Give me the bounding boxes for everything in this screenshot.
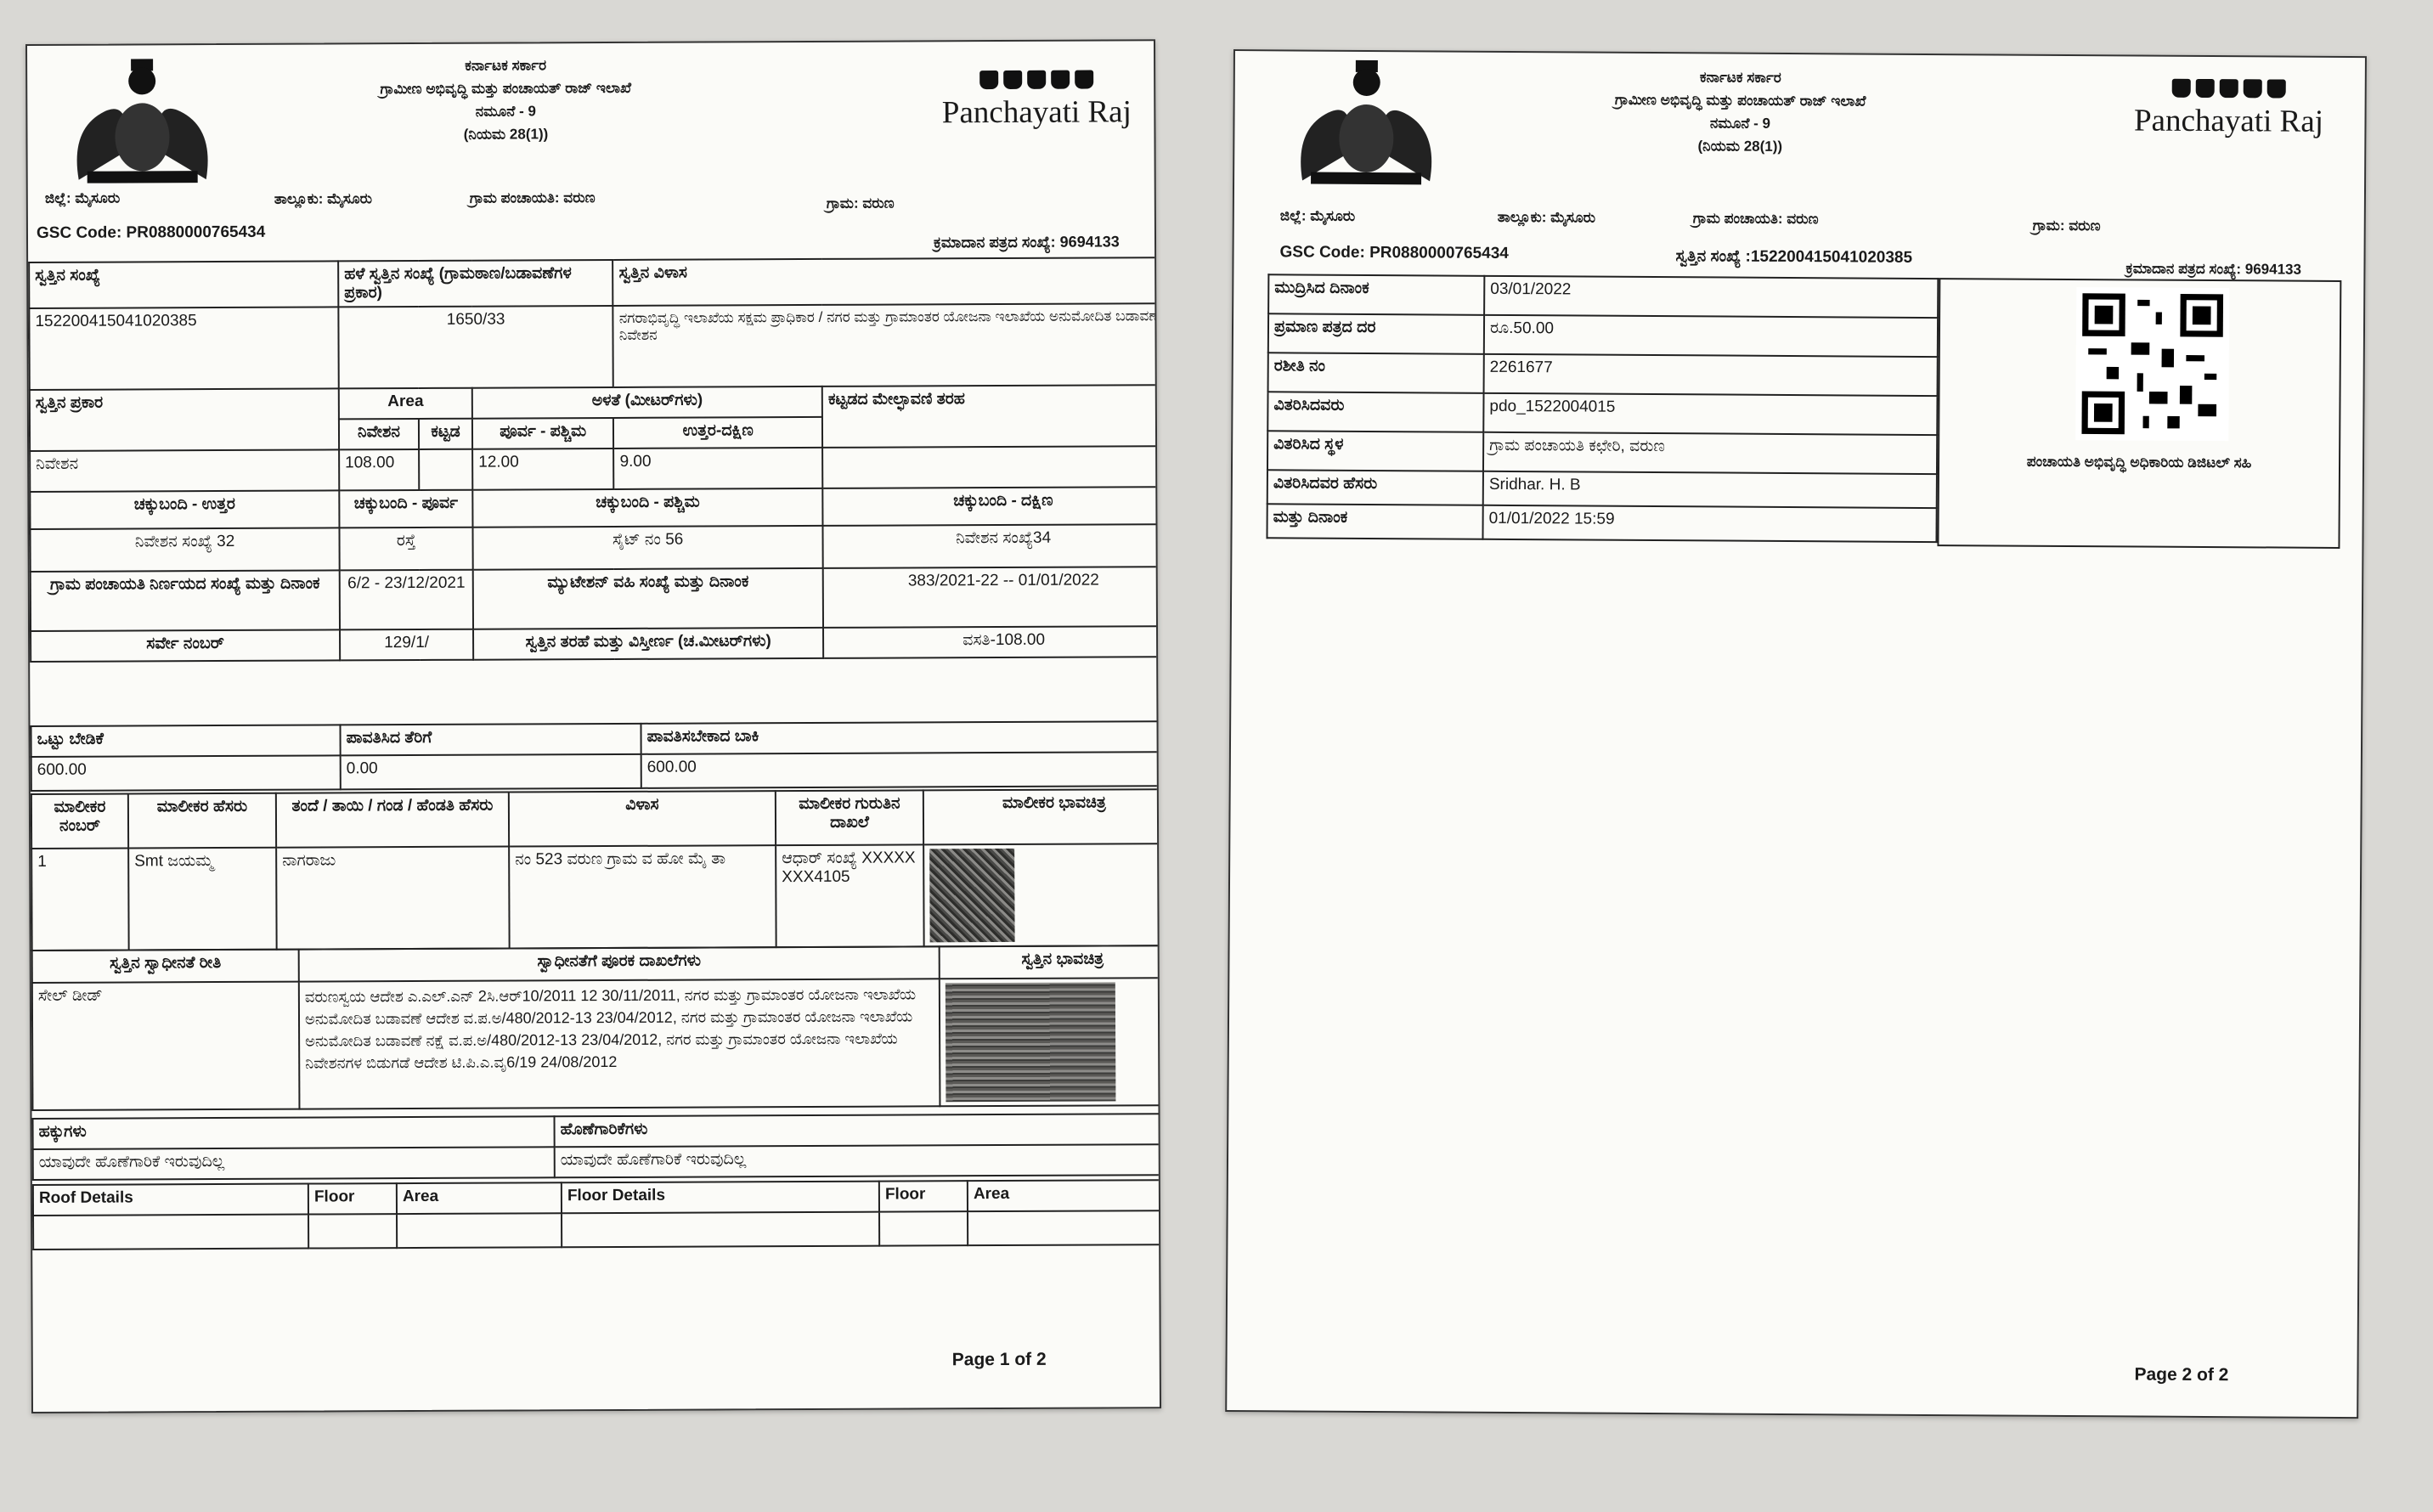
tax-area: ವಸತಿ-108.00 xyxy=(823,626,1161,658)
h-address: ಸ್ವತ್ತಿನ ವಿಳಾಸ xyxy=(613,257,1161,306)
build-type xyxy=(822,446,1161,488)
h-area-2: Area xyxy=(968,1180,1161,1211)
page-1-footer: Page 1 of 2 xyxy=(951,1349,1047,1370)
certificate-number: ಕ್ರಮಾದಾನ ಪತ್ರದ ಸಂಖ್ಯೆ: 9694133 xyxy=(933,233,1120,251)
h-old-no: ಹಳೆ ಸ್ವತ್ತಿನ ಸಂಖ್ಯೆ (ಗ್ರಾಮಠಾಣ/ಬಡಾವಣೆಗಳ ಪ್ರಕಾರ) xyxy=(338,260,613,307)
issuer-name: Sridhar. H. B xyxy=(1483,471,1937,508)
property-number-2: ಸ್ವತ್ತಿನ ಸಂಖ್ಯೆ :152200415041020385 xyxy=(1675,247,1913,267)
h-owner-name: ಮಾಲೀಕರ ಹೆಸರು xyxy=(128,793,276,849)
h-rights: ಹಕ್ಕುಗಳು xyxy=(33,1116,555,1149)
issue-place-label: ವಿತರಿಸಿದ ಸ್ಥಳ xyxy=(1267,431,1483,471)
logo-text: Panchayati Raj xyxy=(941,94,1132,131)
govt-title: ಕರ್ನಾಟಕ ಸರ್ಕಾರ xyxy=(465,57,547,74)
property-type: ನಿವೇಶನ xyxy=(30,449,339,492)
page-2 xyxy=(1225,49,2367,1419)
boundary-east: ರಸ್ತೆ xyxy=(339,528,472,571)
form-number: ನಮೂನೆ - 9 xyxy=(475,103,536,120)
area2-empty xyxy=(968,1210,1161,1245)
issuer: pdo_1522004015 xyxy=(1483,393,1937,435)
owner-id: ಆಧಾರ್ ಸಂಖ್ಯೆ XXXXXXXX4105 xyxy=(776,844,924,947)
boundary-west: ಸೈಟ್ ನಂ 56 xyxy=(473,526,823,570)
boundary-south: ನಿವೇಶನ ಸಂಖ್ಯೆ34 xyxy=(823,524,1161,568)
panchayati-raj-logo-icon xyxy=(934,65,1139,167)
ns-length: 9.00 xyxy=(613,448,822,489)
certificate-number-2: ಕ್ರಮಾದಾನ ಪತ್ರದ ಸಂಖ್ಯೆ: 9694133 xyxy=(2125,260,2302,278)
h-area: Area xyxy=(339,388,472,420)
issue-table xyxy=(1266,274,1939,543)
rights: ಯಾವುದೇ ಹೊಣೆಗಾರಿಕೆ ಇರುವುದಿಲ್ಲ xyxy=(33,1147,555,1180)
roof-floor-table xyxy=(32,1179,1161,1250)
gsc-code: GSC Code: PR0880000765434 xyxy=(36,223,266,242)
issue-date-label: ಮತ್ತು ದಿನಾಂಕ xyxy=(1267,504,1482,539)
floor2-empty xyxy=(879,1211,968,1245)
h-owner-address: ವಿಳಾಸ xyxy=(509,791,776,846)
printed-date: 03/01/2022 xyxy=(1484,276,1938,318)
ew-length: 12.00 xyxy=(472,449,614,490)
h-relation: ತಂದೆ / ತಾಯಿ / ಗಂಡ / ಹೆಂಡತಿ ಹೆಸರು xyxy=(276,793,509,848)
issue-date: 01/01/2022 15:59 xyxy=(1482,505,1936,542)
h-type: ಸ್ವತ್ತಿನ ಪ್ರಕಾರ xyxy=(30,388,339,451)
receipt-label: ರಶೀತಿ ನಂ xyxy=(1268,353,1484,393)
signature-caption: ಪಂಚಾಯತಿ ಅಭಿವೃದ್ಧಿ ಅಧಿಕಾರಿಯ ಡಿಜಿಟಲ್ ಸಹಿ xyxy=(2026,453,2252,471)
property-number: 152200415041020385 xyxy=(29,307,338,390)
h-tax-due: ಒಟ್ಟು ಬೇಡಿಕೆ xyxy=(31,725,341,757)
area-empty xyxy=(397,1213,562,1248)
form-number-2: ನಮೂನೆ - 9 xyxy=(1709,115,1771,132)
acquisition-type: ಸೇಲ್ ಡೀಡ್ xyxy=(32,982,300,1110)
h-owner-no: ಮಾಲೀಕರ ನಂಬರ್ xyxy=(31,793,128,848)
h-boundary-north: ಚಕ್ಕುಬಂದಿ - ಉತ್ತರ xyxy=(30,490,339,529)
survey-number: 129/1/ xyxy=(340,629,473,661)
mutation: 383/2021-22 -- 01/01/2022 xyxy=(823,567,1161,628)
h-owner-photo: ಮಾಲೀಕರ ಭಾವಚಿತ್ರ xyxy=(923,789,1161,844)
owner-address: ನಂ 523 ವರುಣ ಗ್ರಾಮ ವ ಹೋ ಮೈ ತಾ xyxy=(509,845,776,948)
village-label: ಗ್ರಾಮ: ವರುಣ xyxy=(826,195,895,212)
h-property-photo: ಸ್ವತ್ತಿನ ಭಾವಚಿತ್ರ xyxy=(940,945,1161,979)
h-acquisition-docs: ಸ್ವಾಧೀನತೆಗೆ ಪೂರಕ ದಾಖಲೆಗಳು xyxy=(299,946,940,981)
tax-due: 600.00 xyxy=(31,755,341,791)
h-build-type: ಕಟ್ಟಡದ ಮೇಲ್ಛಾವಣಿ ತರಹ xyxy=(822,385,1161,448)
owner-photo xyxy=(929,849,1014,942)
rights-table xyxy=(32,1113,1162,1181)
h-floor: Floor xyxy=(308,1183,397,1214)
tax-balance: 600.00 xyxy=(641,752,1161,788)
owner-number: 1 xyxy=(31,848,129,950)
h-tax-paid: ಪಾವತಿಸಿದ ತೆರಿಗೆ xyxy=(341,724,641,756)
property-table xyxy=(28,257,1161,663)
owner-relation: ನಾಗರಾಜು xyxy=(276,847,510,950)
fee-label: ಪ್ರಮಾಣ ಪತ್ರದ ದರ xyxy=(1268,313,1484,354)
h-mutation: ಮ್ಯುಟೇಶನ್ ವಹಿ ಸಂಖ್ಯೆ ಮತ್ತು ದಿನಾಂಕ xyxy=(473,568,823,629)
building-area xyxy=(419,449,472,490)
owner-table xyxy=(31,788,1161,951)
floor-details-empty xyxy=(562,1212,879,1248)
issuer-name-label: ವಿತರಿಸಿದವರ ಹೆಸರು xyxy=(1267,470,1483,505)
gp-resolution: 6/2 - 23/12/2021 xyxy=(340,570,473,630)
page-2-footer: Page 2 of 2 xyxy=(2134,1364,2229,1385)
boundary-north: ನಿವೇಶನ ಸಂಖ್ಯೆ 32 xyxy=(30,528,339,572)
receipt-number: 2261677 xyxy=(1484,354,1938,396)
h-owner-id: ಮಾಲೀಕರ ಗುರುತಿನ ದಾಖಲೆ xyxy=(776,790,923,845)
site-area: 108.00 xyxy=(339,449,419,490)
govt-title-2: ಕರ್ನಾಟಕ ಸರ್ಕಾರ xyxy=(1699,69,1781,86)
taluk-label: ತಾಲ್ಲೂಕು: ಮೈಸೂರು xyxy=(274,190,373,207)
issuer-label: ವಿತರಿಸಿದವರು xyxy=(1267,392,1483,432)
printed-date-label: ಮುದ್ರಿಸಿದ ದಿನಾಂಕ xyxy=(1268,274,1484,315)
rule-number: (ನಿಯಮ 28(1)) xyxy=(463,126,549,143)
taluk-label-2: ತಾಲ್ಲೂಕು: ಮೈಸೂರು xyxy=(1497,208,1596,226)
acquisition-docs: ವರುಣಸ್ವಯ ಆದೇಶ ಎ.ಎಲ್.ಎನ್ 2ಸಿ.ಆರ್10/2011 12 30/11/2011, ನಗರ ಮತ್ತು ಗ್ರಾಮಾಂತರ ಯೋಜನಾ ಇಲಾಖೆಯ ಅನುಮೋದಿತ ಬಡಾವಣೆ ಆದೇಶ ವ.ಪ.ಅ/480/2012-13 23/04/2012, ನಗರ ಮತ್ತು ಗ್ರಾಮಾಂತರ ಯೋಜನಾ ಇಲಾಖೆಯ ಅನುಮೋದಿತ ಬಡಾವಣೆ ನಕ್ಷೆ ವ.ಪ.ಅ/480/2012-13 23/04/2012, ನಗರ ಮತ್ತು ಗ್ರಾಮಾಂತರ ಯೋಜನಾ ಇಲಾಖೆಯ ನಿವೇಶನಗಳ ಬಿಡುಗಡೆ ಆದೇಶ ಟಿ.ಪಿ.ಎ.ವೃ6/19 24/08/2012 xyxy=(299,979,940,1109)
h-acquisition: ಸ್ವತ್ತಿನ ಸ್ವಾಧೀನತೆ ರೀತಿ xyxy=(32,950,299,983)
h-ns: ಉತ್ತರ-ದಕ್ಷಿಣ xyxy=(613,417,822,449)
floor-empty xyxy=(308,1214,397,1248)
h-boundary-east: ಚಕ್ಕುಬಂದಿ - ಪೂರ್ವ xyxy=(339,490,472,528)
h-boundary-west: ಚಕ್ಕುಬಂದಿ - ಪಶ್ಚಿಮ xyxy=(472,488,822,528)
village-label-2: ಗ್ರಾಮ: ವರುಣ xyxy=(2032,217,2101,234)
old-number: 1650/33 xyxy=(338,306,613,388)
acquisition-table xyxy=(31,945,1161,1111)
owner-photo-cell xyxy=(923,843,1161,946)
roof-empty xyxy=(33,1215,308,1250)
h-boundary-south: ಚಕ್ಕುಬಂದಿ - ದಕ್ಷಿಣ xyxy=(822,487,1161,526)
gp-label-2: ಗ್ರಾಮ ಪಂಚಾಯತಿ: ವರುಣ xyxy=(1692,210,1819,228)
tax-table xyxy=(30,720,1161,792)
h-building: ಕಟ್ಟಡ xyxy=(419,419,472,449)
issue-place: ಗ್ರಾಮ ಪಂಚಾಯತಿ ಕಛೇರಿ, ವರುಣ xyxy=(1483,432,1937,474)
fee: ರೂ.50.00 xyxy=(1484,315,1938,357)
h-floor-details: Floor Details xyxy=(562,1182,879,1214)
h-floor-2: Floor xyxy=(879,1181,968,1211)
h-area-1: Area xyxy=(397,1182,562,1214)
qr-code-icon xyxy=(2075,287,2229,441)
page-1 xyxy=(25,39,1161,1413)
dept-title-2: ಗ್ರಾಮೀಣ ಅಭಿವೃದ್ಧಿ ಮತ್ತು ಪಂಚಾಯತ್ ರಾಜ್ ಇಲಾಖೆ xyxy=(1614,91,1866,110)
rule-number-2: (ನಿಯಮ 28(1)) xyxy=(1697,138,1783,155)
district-label: ಜಿಲ್ಲೆ: ಮೈಸೂರು xyxy=(44,189,121,206)
h-gp-resolution: ಗ್ರಾಮ ಪಂಚಾಯತಿ ನಿರ್ಣಯದ ಸಂಖ್ಯೆ ಮತ್ತು ದಿನಾಂಕ xyxy=(31,570,340,631)
property-photo xyxy=(946,982,1116,1102)
page-1-header xyxy=(27,41,1154,190)
page-2-header xyxy=(1234,51,2365,202)
gsc-code-2: GSC Code: PR0880000765434 xyxy=(1279,243,1509,262)
property-photo-cell xyxy=(940,978,1161,1106)
h-survey: ಸರ್ವೇ ನಂಬರ್ xyxy=(31,629,340,662)
h-dim: ಅಳತೆ (ಮೀಟರ್‌ಗಳು) xyxy=(472,386,822,419)
h-tax-balance: ಪಾವತಿಸಬೇಕಾದ ಬಾಕಿ xyxy=(641,721,1161,754)
h-liabilities: ಹೊಣೆಗಾರಿಕೆಗಳು xyxy=(555,1114,1162,1147)
logo-text-2: Panchayati Raj xyxy=(2133,103,2324,139)
gp-label: ಗ್ರಾಮ ಪಂಚಾಯತಿ: ವರುಣ xyxy=(469,189,596,206)
h-ew: ಪೂರ್ವ - ಪಶ್ಚಿಮ xyxy=(472,418,613,449)
h-prop-no: ಸ್ವತ್ತಿನ ಸಂಖ್ಯೆ xyxy=(29,261,338,308)
owner-name: Smt ಜಯಮ್ಮ xyxy=(128,848,277,951)
h-tax-area: ಸ್ವತ್ತಿನ ತರಹೆ ಮತ್ತು ವಿಸ್ತೀರ್ಣ (ಚ.ಮೀಟರ್‌ಗಳು) xyxy=(473,628,823,660)
property-address: ನಗರಾಭಿವೃದ್ಧಿ ಇಲಾಖೆಯ ಸಕ್ಷಮ ಪ್ರಾಧಿಕಾರ / ನಗರ ಮತ್ತು ಗ್ರಾಮಾಂತರ ಯೋಜನಾ ಇಲಾಖೆಯ ಅನುಮೋದಿತ ಬಡಾವಣೆ ನಿವೇಶನ xyxy=(613,303,1161,387)
panchayati-raj-logo-icon xyxy=(2126,73,2331,176)
signature-box xyxy=(1937,278,2341,549)
dept-title: ಗ್ರಾಮೀಣ ಅಭಿವೃದ್ಧಿ ಮತ್ತು ಪಂಚಾಯತ್ ರಾಜ್ ಇಲಾಖೆ xyxy=(380,79,632,98)
district-label-2: ಜಿಲ್ಲೆ: ಮೈಸೂರು xyxy=(1279,207,1356,224)
h-site: ನಿವೇಶನ xyxy=(339,419,419,449)
h-roof-details: Roof Details xyxy=(33,1184,308,1216)
liabilities: ಯಾವುದೇ ಹೊಣೆಗಾರಿಕೆ ಇರುವುದಿಲ್ಲ xyxy=(555,1144,1161,1177)
tax-paid: 0.00 xyxy=(341,754,641,790)
